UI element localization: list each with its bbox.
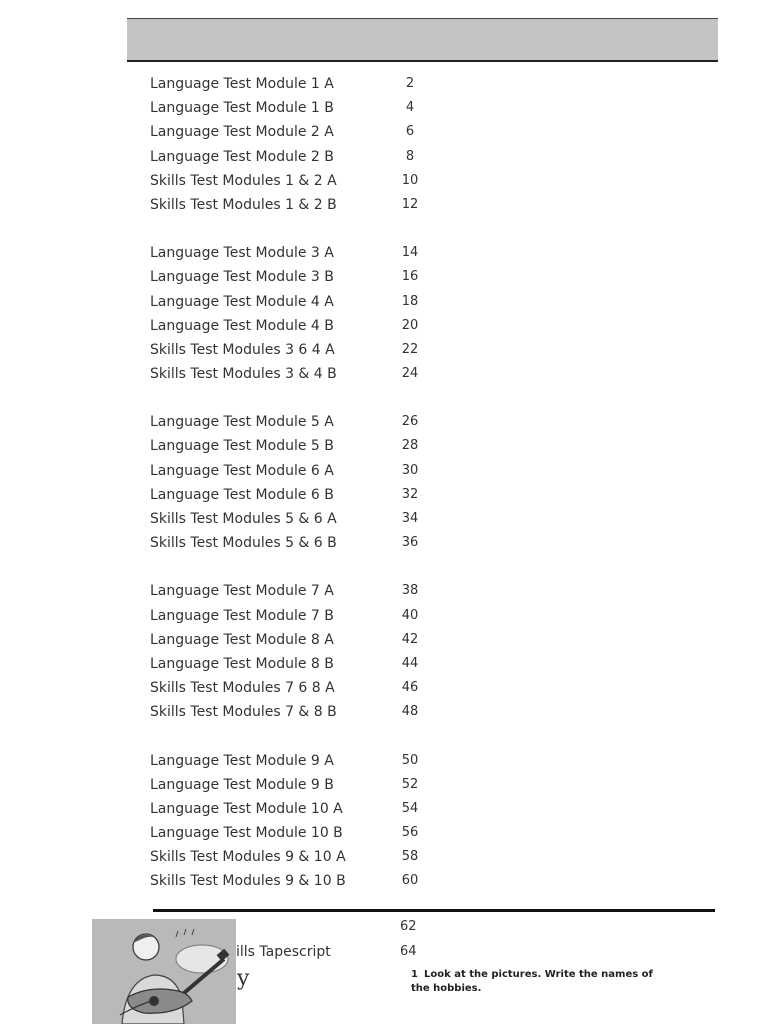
toc-title: Language Test Module 3 B	[150, 269, 334, 286]
toc-page-number: 48	[401, 704, 419, 720]
toc-row	[150, 314, 450, 338]
toc-page-number: 46	[401, 680, 419, 696]
toc-page-number: 2	[405, 76, 415, 91]
toc-page-number: 22	[401, 341, 419, 357]
toc-row	[150, 241, 450, 265]
toc-row	[150, 869, 450, 893]
toc-group-gap	[150, 386, 450, 410]
toc-page-number: 54	[401, 800, 419, 816]
toc-page-number: 32	[401, 486, 419, 502]
footer-page-number: 62	[400, 919, 417, 934]
toc-row	[150, 797, 450, 821]
toc-title: Language Test Module 5 A	[150, 414, 334, 431]
toc-row	[150, 338, 450, 362]
toc-page-number: 4	[405, 100, 415, 116]
footer-rule	[153, 909, 715, 912]
toc-page-number: 34	[401, 511, 419, 526]
toc-row	[150, 676, 450, 700]
toc-row	[150, 579, 450, 603]
toc-row	[150, 700, 450, 724]
toc-page-number: 56	[401, 825, 419, 841]
toc-row	[150, 604, 450, 628]
toc-row	[150, 362, 450, 386]
toc-title: Language Test Module 1 B	[150, 100, 334, 117]
toc-title: Language Test Module 10 A	[150, 800, 343, 817]
toc-group-gap	[150, 217, 450, 241]
toc-page-number: 26	[401, 414, 419, 430]
toc-row	[150, 483, 450, 507]
toc-title: Skills Test Modules 9 & 10 B	[150, 873, 346, 890]
toc-title: Language Test Module 7 A	[150, 583, 334, 600]
partial-word: y	[237, 966, 250, 991]
toc-title: Language Test Module 6 B	[150, 486, 334, 503]
footer-page-number: 64	[400, 944, 417, 959]
header-rule	[127, 60, 718, 62]
toc-page-number: 50	[401, 752, 419, 768]
toc-page-number: 40	[401, 607, 419, 623]
toc-title: Language Test Module 9 B	[150, 776, 334, 793]
toc-row	[150, 96, 450, 120]
toc-page-number: 12	[401, 196, 419, 212]
toc-row	[150, 507, 450, 531]
toc-title: Skills Test Modules 5 & 6 A	[150, 511, 337, 527]
toc-row	[150, 459, 450, 483]
toc-row	[150, 821, 450, 845]
toc-row	[150, 845, 450, 869]
toc-title: Language Test Module 2 A	[150, 124, 334, 141]
toc-row	[150, 652, 450, 676]
toc-row	[150, 290, 450, 314]
toc-page-number: 20	[401, 317, 419, 333]
toc-row	[150, 265, 450, 289]
toc-page-number: 58	[401, 849, 419, 865]
toc-title: Language Test Module 6 A	[150, 462, 334, 479]
toc-title: Language Test Module 2 B	[150, 148, 334, 165]
toc-page-number: 6	[405, 124, 415, 140]
toc-row	[150, 72, 450, 96]
toc-row	[150, 773, 450, 797]
toc-title: Skills Test Modules 1 & 2 A	[150, 172, 337, 189]
toc-row	[150, 628, 450, 652]
toc-row	[150, 169, 450, 193]
toc-title: Skills Test Modules 1 & 2 B	[150, 196, 337, 213]
toc-title: Language Test Module 4 A	[150, 293, 334, 310]
toc-page-number: 44	[401, 655, 419, 671]
toc-page-number: 24	[401, 366, 419, 382]
toc-title: Skills Test Modules 3 6 4 A	[150, 341, 335, 358]
exercise-instruction	[411, 968, 671, 996]
toc-row	[150, 193, 450, 217]
toc-group-gap	[150, 555, 450, 579]
toc-title: Skills Test Modules 7 & 8 B	[150, 704, 337, 721]
tapescript-label: ills Tapescript	[236, 944, 331, 960]
toc-page-number: 10	[401, 172, 419, 188]
toc-row	[150, 120, 450, 144]
toc-page-number: 38	[401, 583, 419, 599]
toc-page-number: 60	[401, 873, 419, 889]
toc-page-number: 36	[401, 535, 419, 551]
exercise-text: Look at the pictures. Write the names of the hobbies.	[411, 969, 653, 994]
toc-row	[150, 531, 450, 555]
toc-page-number: 52	[401, 776, 419, 792]
toc-row	[150, 410, 450, 434]
toc-title: Language Test Module 8 B	[150, 655, 334, 672]
toc-row	[150, 749, 450, 773]
toc-title: Language Test Module 4 B	[150, 317, 334, 334]
toc-group-gap	[150, 725, 450, 749]
guitar-player-icon	[92, 919, 236, 1024]
toc-title: Skills Test Modules 7 6 8 A	[150, 680, 335, 697]
toc-page-number: 30	[401, 462, 419, 478]
table-of-contents	[150, 72, 450, 894]
toc-page-number: 42	[401, 631, 419, 647]
toc-page-number: 16	[401, 269, 419, 285]
toc-title: Skills Test Modules 5 & 6 B	[150, 535, 337, 552]
toc-title: Language Test Module 7 B	[150, 607, 334, 624]
toc-title: Language Test Module 3 A	[150, 245, 334, 262]
toc-row	[150, 434, 450, 458]
toc-title: Language Test Module 8 A	[150, 631, 334, 648]
toc-page-number: 8	[405, 148, 415, 164]
toc-row	[150, 145, 450, 169]
toc-title: Language Test Module 10 B	[150, 825, 343, 842]
toc-title: Language Test Module 1 A	[150, 76, 334, 92]
header-band	[127, 19, 718, 60]
exercise-number: 1	[411, 969, 418, 980]
toc-title: Language Test Module 5 B	[150, 438, 334, 455]
guitar-player-illustration	[92, 919, 236, 1024]
toc-page-number: 14	[401, 245, 419, 261]
toc-title: Language Test Module 9 A	[150, 752, 334, 769]
toc-title: Skills Test Modules 3 & 4 B	[150, 366, 337, 383]
toc-page-number: 18	[401, 293, 419, 309]
toc-page-number: 28	[401, 438, 419, 454]
toc-title: Skills Test Modules 9 & 10 A	[150, 849, 346, 866]
